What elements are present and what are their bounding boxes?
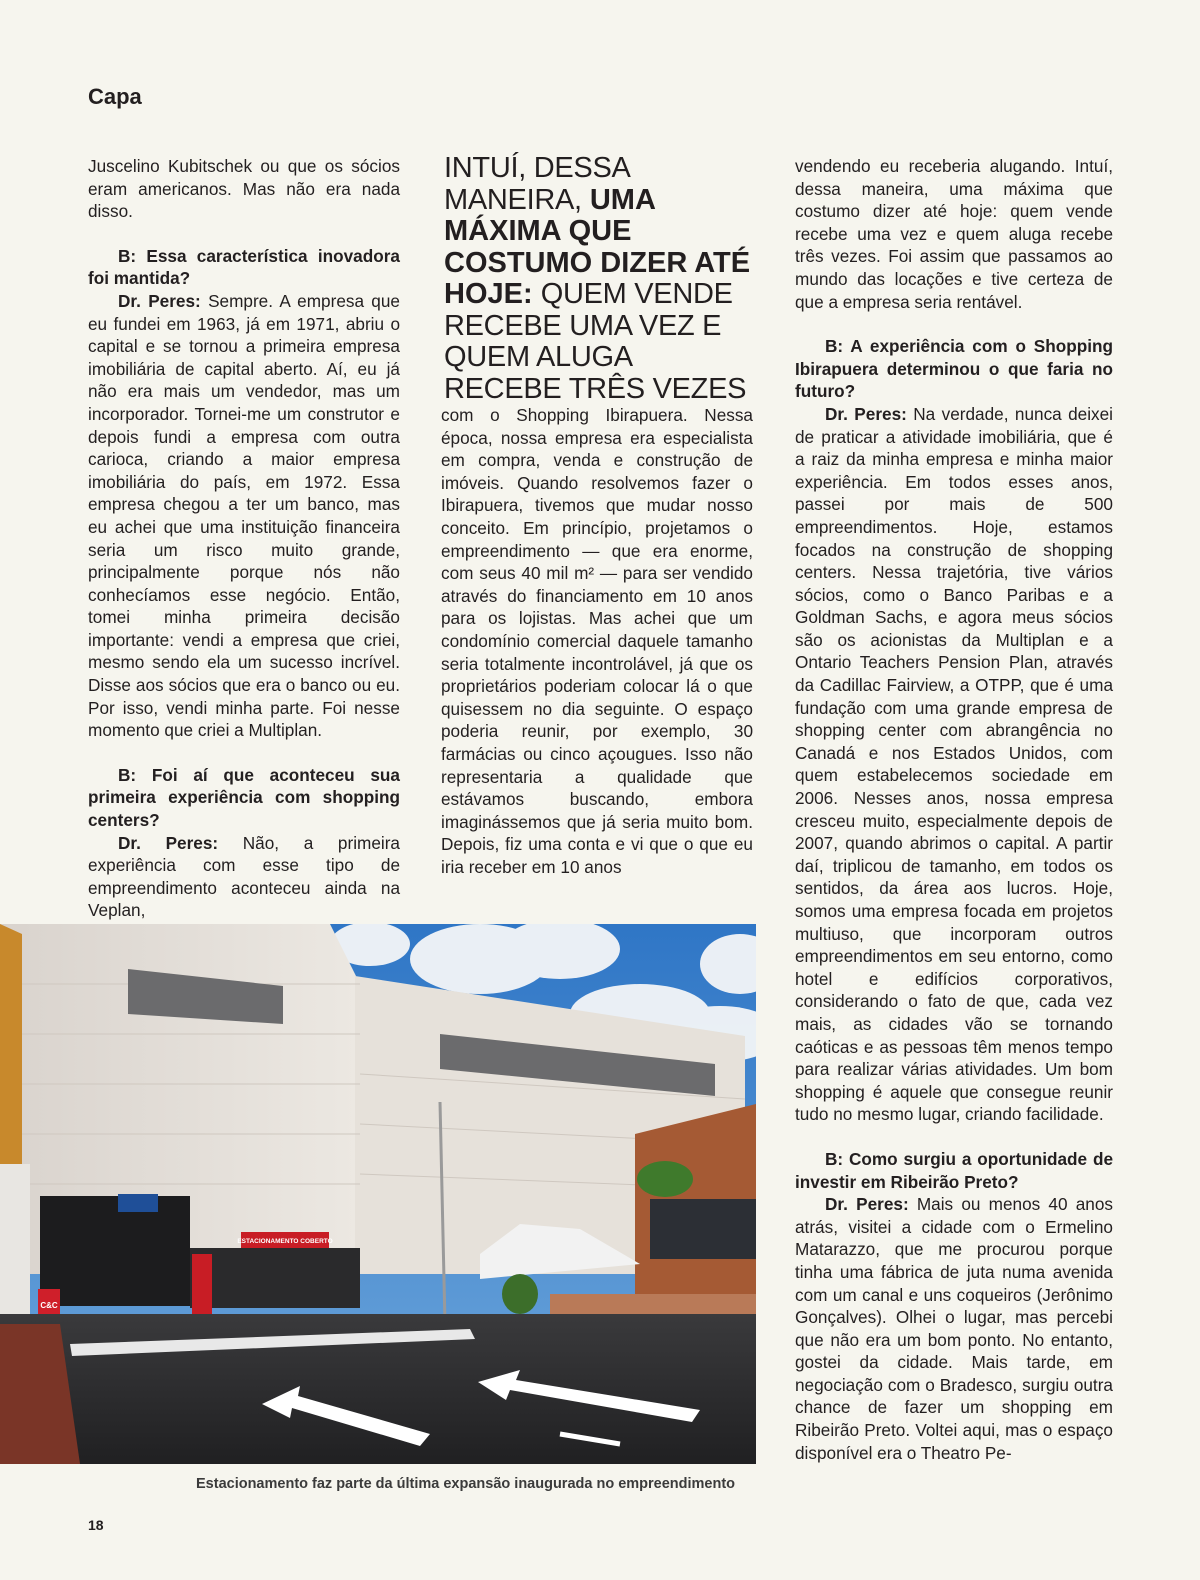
- pull-quote-light: QUEM VENDE RECEBE UMA VEZ E QUEM ALUGA RECEBE TRÊS VEZES: [444, 278, 747, 405]
- pull-quote: [444, 153, 754, 405]
- pull-quote-bold: UMA MÁXIMA QUE COSTUMO DIZER ATÉ HOJE:: [444, 183, 751, 310]
- answer-text: Na verdade, nunca deixei de praticar a atividade imobiliária, que é a raiz da minha empresa e minha maior experiência. Em todos esses anos, passei por mais de 500 empreendimentos. Hoje, estamos focados na construção de shopping centers. Nessa trajetória, tive vários sócios, como o Banco Paribas e a Goldman Sachs, e agora meus sócios são os acionistas da Multiplan e a Ontario Teachers Pension Plan, através da Cadillac Fairview, a OTPP, que é uma fundação com uma grande empresa de shopping center com abrangência no Canadá e nos Estados Unidos, com quem estabelecemos sociedade em 2006. Nesses anos, nossa empresa cresceu muito, especialmente depois de 2007, quando abrimos o capital. A partir daí, triplicou de tamanho, em todos os sentidos, da área aos lucros. Hoje, somos uma empresa focada em projetos multiuso, que incorporam outros empreendimentos em seu entorno, como hotel e edifícios corporativos, considerando o fato de que, cada vez mais, as cidades vão se tornando caóticas e as pessoas têm menos tempo para realizar várias atividades. Um bom shopping é aquele que consegue reunir tudo no mesmo lugar, criando facilidade.: [795, 403, 1114, 1125]
- interview-question: B: A experiência com o Shopping Ibirapuera determinou o que faria no futuro?: [795, 336, 1113, 402]
- photo-caption: Estacionamento faz parte da última expansão inaugurada no empreendimento: [196, 1476, 736, 1492]
- answer-text: Sempre. A empresa que eu fundei em 1963, já em 1971, abriu o capital e se tornou a primeira empresa imobiliária de capital aberto. Aí, eu já não era mais um vendedor, mas um incorporador. Tornei-me um construtor e depois fundi a empresa com outra carioca, criando a maior empresa imobiliária do país, em 1972. Essa empresa chegou a ter um banco, mas eu achei que uma instituição financeira seria um risco muito grande, principalmente porque nós não conhecíamos esse negócio. Então, tomei minha primeira decisão importante: vendi a empresa que criei, mesmo sendo ela um sucesso incrível. Disse aos sócios que era o banco ou eu. Por isso, vendi minha parte. Foi nesse momento que criei a Multiplan.: [88, 290, 400, 741]
- interview-answer: [795, 403, 1113, 1126]
- answer-text: Mais ou menos 40 anos atrás, visitei a cidade com o Ermelino Matarazzo, que me procurou porque tinha uma fábrica de juta numa avenida com um canal e uns coqueiros (Jerônimo Gonçalves). Olhei o lugar, mas percebi que não era um bom ponto. No entanto, gostei da cidade. Mais tarde, em negociação com o Bradesco, surgiu outra chance de fazer um shopping em Ribeirão Preto. Voltei aqui, mas o espaço disponível era o Theatro Pe-: [795, 1194, 1113, 1463]
- cc-sign-text: C&C: [40, 1301, 58, 1310]
- parking-sign-text: ESTACIONAMENTO COBERTO: [237, 1238, 333, 1245]
- mall-parking-photo: [0, 924, 756, 1464]
- speaker-name: Dr. Peres:: [118, 290, 201, 311]
- interview-question: B: Foi aí que aconteceu sua primeira experiência com shopping centers?: [88, 764, 400, 831]
- answer-text: Não, a primeira experiência com esse tipo de empreendimento aconteceu ainda na Veplan,: [88, 832, 400, 921]
- interview-question: B: Essa característica inovadora foi mantida?: [88, 245, 400, 289]
- interview-question: B: Como surgiu a oportunidade de investir em Ribeirão Preto?: [795, 1148, 1113, 1192]
- pull-quote-light: INTUÍ, DESSA MANEIRA,: [444, 152, 629, 216]
- interview-answer: [88, 832, 400, 922]
- speaker-name: Dr. Peres:: [825, 1194, 909, 1215]
- article-paragraph: com o Shopping Ibirapuera. Nessa época, nossa empresa era especialista em compra, venda e construção de imóveis. Quando resolvemos fazer o Ibirapuera, tivemos que mudar nosso conceito. Em princípio, projetamos o empreendimento — que era enorme, com seus 40 mil m² — para ser vendido através do financiamento em 10 anos para os lojistas. Mas achei que um condomínio comercial daquele tamanho seria totalmente incontrolável, já que os proprietários poderiam colocar lá o que quisessem no dia seguinte. O espaço poderia reunir, por exemplo, 30 farmácias ou cinco açougues. Isso não representaria a qualidade que estávamos buscando, embora imaginássemos que já seria muito bom. Depois, fiz uma conta e vi que o que eu iria receber em 10 anos: [441, 405, 753, 877]
- speaker-name: Dr. Peres:: [825, 403, 907, 424]
- interview-answer: [795, 1193, 1113, 1464]
- speaker-name: Dr. Peres:: [118, 832, 219, 853]
- interview-answer: [88, 290, 400, 742]
- article-column-1: [88, 155, 400, 922]
- article-paragraph: vendendo eu receberia alugando. Intuí, dessa maneira, uma máxima que costumo dizer até hoje: quem vende recebe uma vez e quem aluga recebe três vezes. Foi assim que passamos ao mundo das locações e tive certeza de que a empresa seria rentável.: [795, 156, 1113, 312]
- page-number: 18: [88, 1517, 104, 1533]
- article-column-2: [441, 404, 753, 878]
- article-column-3: [795, 155, 1113, 1464]
- section-label: Capa: [88, 84, 142, 109]
- article-paragraph: Juscelino Kubitschek ou que os sócios eram americanos. Mas não era nada disso.: [88, 156, 400, 222]
